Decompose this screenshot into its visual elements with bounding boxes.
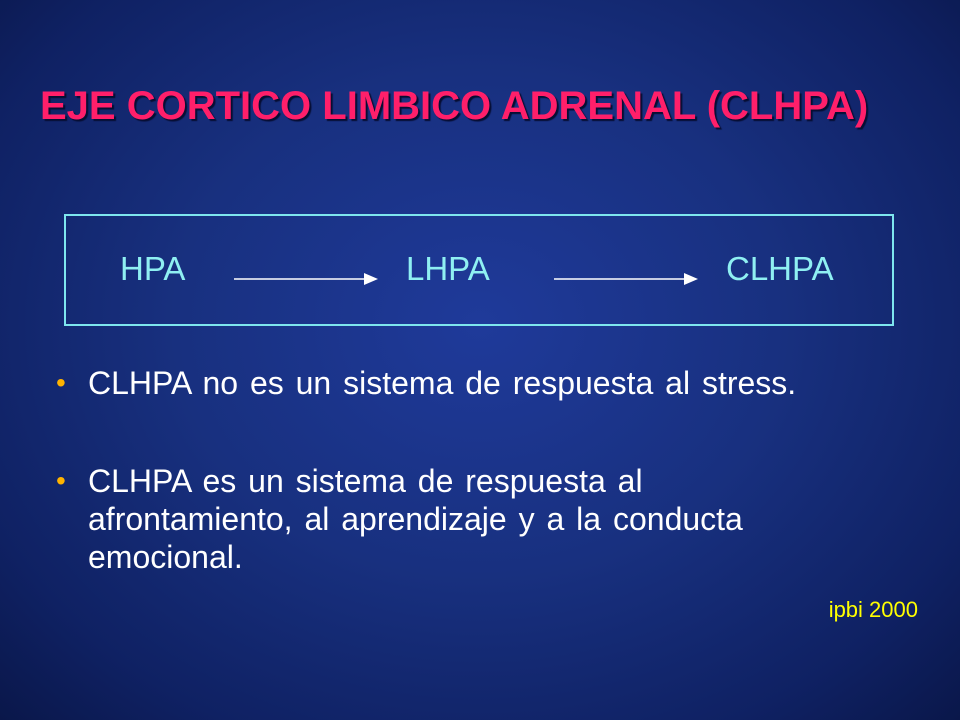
slide-title: EJE CORTICO LIMBICO ADRENAL (CLHPA) bbox=[40, 84, 869, 128]
flow-diagram-box bbox=[64, 214, 894, 326]
credit-label: ipbi 2000 bbox=[828, 597, 918, 622]
bullet-text: CLHPA es un sistema de respuesta al afrontamiento, al aprendizaje y a la conducta emocional. bbox=[88, 463, 743, 575]
arrow-right-icon bbox=[554, 269, 700, 289]
bullet-item bbox=[56, 364, 916, 402]
bullet-marker: • bbox=[56, 367, 66, 398]
flow-item-hpa: HPA bbox=[120, 250, 186, 287]
flow-item-lhpa: LHPA bbox=[406, 250, 490, 287]
bullet-marker: • bbox=[56, 465, 66, 496]
bullet-item bbox=[56, 462, 916, 576]
bullet-text: CLHPA no es un sistema de respuesta al stress. bbox=[88, 365, 797, 401]
flow-item-clhpa: CLHPA bbox=[726, 250, 834, 287]
arrow-right-icon bbox=[234, 269, 380, 289]
